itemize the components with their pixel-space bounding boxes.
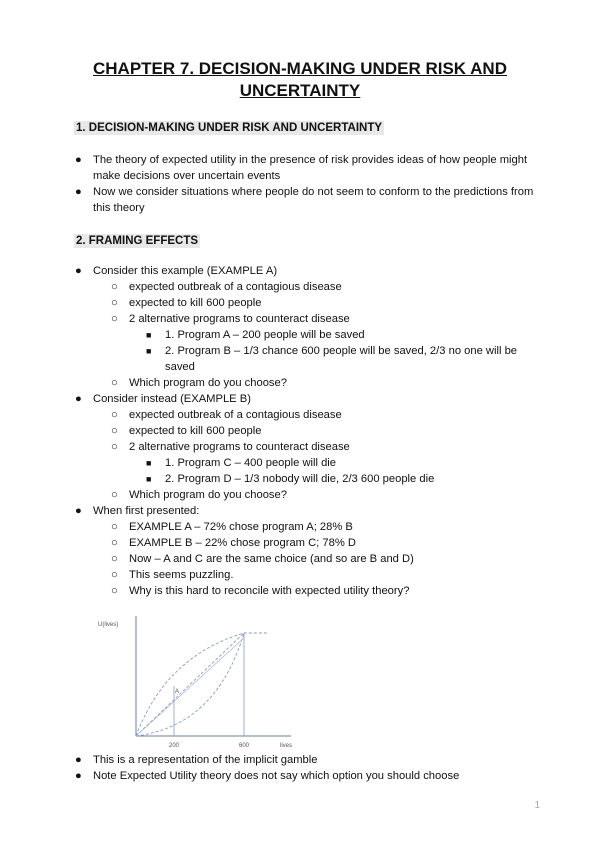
section-2-item: [74, 311, 546, 327]
bullet-glyph: ○: [111, 489, 118, 501]
section-1-bullet: [74, 152, 546, 184]
list-item-text: EXAMPLE A – 72% chose program A; 28% B: [129, 521, 353, 533]
section-1-heading: 1. DECISION-MAKING UNDER RISK AND UNCERTAINTY: [76, 122, 383, 134]
section-2-item: [74, 583, 546, 599]
list-item-text: 2. Program D – 1/3 nobody will die, 2/3 600 people die: [165, 473, 435, 485]
list-item-text: Now we consider situations where people do not seem to conform to the predictions from this theory: [93, 186, 534, 214]
title-line-2: UNCERTAINTY: [239, 81, 361, 100]
bullet-glyph: ○: [111, 569, 118, 581]
section-2-item: [74, 471, 546, 487]
bullet-glyph: ○: [111, 281, 118, 293]
bullet-glyph: ■: [146, 346, 152, 356]
section-2-item: [74, 423, 546, 439]
section-2-heading: 2. FRAMING EFFECTS: [76, 235, 199, 247]
bullet-glyph: ○: [111, 441, 118, 453]
list-item-text: 2 alternative programs to counteract disease: [129, 313, 350, 325]
point-label: A: [175, 689, 180, 695]
list-item-text: Consider instead (EXAMPLE B): [93, 393, 251, 405]
bullet-glyph: ○: [111, 585, 118, 597]
list-item-text: Why is this hard to reconcile with expected utility theory?: [129, 585, 410, 597]
bullet-glyph: ■: [146, 330, 152, 340]
bullet-glyph: ○: [111, 409, 118, 421]
bullet-glyph: ○: [111, 297, 118, 309]
section-2-item: [74, 519, 546, 535]
bullet-glyph: ○: [111, 521, 118, 533]
list-item-text: When first presented:: [93, 505, 200, 517]
y-axis-label: U(lives): [98, 622, 119, 628]
after-figure-bullet: [74, 768, 546, 784]
bullet-glyph: ●: [75, 393, 82, 405]
section-2-item: [74, 535, 546, 551]
bullet-glyph: ○: [111, 553, 118, 565]
section-2-list: [74, 263, 546, 599]
bullet-glyph: ■: [146, 474, 152, 484]
page-number: 1: [534, 800, 540, 811]
list-item-text: 2 alternative programs to counteract disease: [129, 441, 350, 453]
section-2-item: [74, 567, 546, 583]
list-item-text: This is a representation of the implicit gamble: [93, 754, 318, 766]
list-item-text: The theory of expected utility in the presence of risk provides ideas of how people might make decisions over uncertain events: [93, 154, 528, 182]
bullet-glyph: ○: [111, 313, 118, 325]
list-item-text: expected to kill 600 people: [129, 297, 262, 309]
section-2-item: [74, 375, 546, 391]
page-title: [60, 58, 540, 102]
section-2-item: [74, 343, 546, 375]
list-item-text: expected outbreak of a contagious disease: [129, 281, 342, 293]
after-figure-bullet: [74, 752, 546, 768]
list-item-text: Note Expected Utility theory does not say which option you should choose: [93, 770, 460, 782]
bullet-glyph: ■: [146, 458, 152, 468]
x-tick-200: 200: [169, 743, 180, 749]
chord-line-2: [136, 638, 244, 736]
x-axis-label: lives: [280, 743, 293, 749]
bullet-glyph: ○: [111, 537, 118, 549]
section-1-list: [74, 152, 546, 216]
implicit-gamble-figure: [96, 616, 296, 750]
bullet-glyph: ○: [111, 425, 118, 437]
bullet-glyph: ○: [111, 377, 118, 389]
list-item-text: 1. Program C – 400 people will die: [165, 457, 337, 469]
bullet-glyph: ●: [75, 186, 82, 198]
list-item-text: 1. Program A – 200 people will be saved: [165, 329, 365, 341]
section-2-item: [74, 487, 546, 503]
section-2-item: [74, 295, 546, 311]
section-2-item: [74, 455, 546, 471]
section-2-item: [74, 263, 546, 279]
list-item-text: This seems puzzling.: [129, 569, 234, 581]
bullet-glyph: ●: [75, 265, 82, 277]
after-figure-list: [74, 752, 546, 784]
concave-curve: [136, 633, 268, 736]
bullet-glyph: ●: [75, 505, 82, 517]
section-1-bullet: [74, 184, 546, 216]
list-item-text: Which program do you choose?: [129, 489, 287, 501]
list-item-text: 2. Program B – 1/3 chance 600 people will be saved, 2/3 no one will be saved: [165, 345, 518, 373]
list-item-text: expected to kill 600 people: [129, 425, 262, 437]
list-item-text: Consider this example (EXAMPLE A): [93, 265, 278, 277]
list-item-text: Which program do you choose?: [129, 377, 287, 389]
chord-line: [136, 633, 244, 736]
section-2-item: [74, 439, 546, 455]
section-2-item: [74, 391, 546, 407]
section-2-item: [74, 407, 546, 423]
section-2-item: [74, 327, 546, 343]
section-2-item: [74, 551, 546, 567]
section-2-item: [74, 279, 546, 295]
list-item-text: EXAMPLE B – 22% chose program C; 78% D: [129, 537, 356, 549]
list-item-text: expected outbreak of a contagious disease: [129, 409, 342, 421]
x-tick-600: 600: [239, 743, 250, 749]
bullet-glyph: ●: [75, 154, 82, 166]
bullet-glyph: ●: [75, 754, 82, 766]
title-line-1: CHAPTER 7. DECISION-MAKING UNDER RISK AND: [92, 59, 507, 78]
bullet-glyph: ●: [75, 770, 82, 782]
section-2-item: [74, 503, 546, 519]
list-item-text: Now – A and C are the same choice (and so are B and D): [129, 553, 414, 565]
